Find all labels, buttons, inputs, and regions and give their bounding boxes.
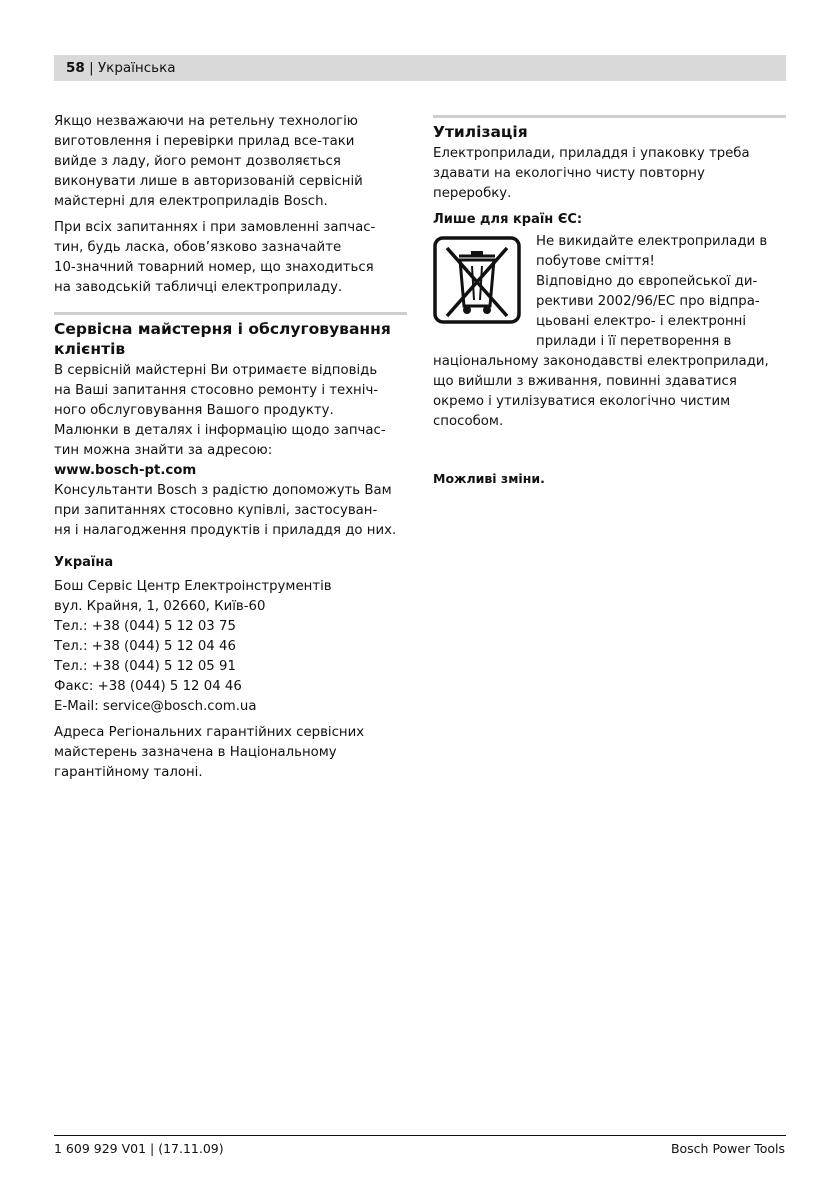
text-line: переробку. bbox=[433, 186, 512, 201]
text-line: національному законодавстві електроприлади, bbox=[433, 354, 769, 369]
text-line: вул. Крайня, 1, 02660, Київ-60 bbox=[54, 599, 266, 614]
footer-divider bbox=[54, 1135, 786, 1136]
text-line: Тел.: +38 (044) 5 12 03 75 bbox=[54, 619, 236, 634]
text-line: Бош Сервіс Центр Електроінструментів bbox=[54, 579, 332, 594]
header-language: Українська bbox=[97, 60, 176, 76]
footer-brand: Bosch Power Tools bbox=[670, 1141, 785, 1156]
text-line: цьовані електро- і електронні bbox=[536, 314, 747, 329]
text-line: Тел.: +38 (044) 5 12 05 91 bbox=[54, 659, 236, 674]
page-header bbox=[54, 55, 786, 81]
text-line: побутове сміття! bbox=[536, 254, 655, 269]
service-paragraph bbox=[54, 361, 407, 541]
text-line: здавати на екологічно чисту повторну bbox=[433, 166, 705, 181]
text-line: майстерні для електроприладів Bosch. bbox=[54, 194, 328, 209]
page-number: 58 bbox=[66, 60, 85, 76]
section-divider bbox=[433, 115, 786, 118]
inquiry-paragraph bbox=[54, 218, 407, 298]
header-text bbox=[66, 60, 176, 76]
text-line: виконувати лише в авторизованій сервісній bbox=[54, 174, 363, 189]
footer-doc-code: 1 609 929 V01 | (17.11.09) bbox=[54, 1141, 224, 1156]
text-line: 10-значний товарний номер, що знаходиться bbox=[54, 260, 374, 275]
text-line: Не викидайте електроприлади в bbox=[536, 234, 768, 249]
text-line: Консультанти Bosch з радістю допоможуть Вам bbox=[54, 483, 392, 498]
text-line: Тел.: +38 (044) 5 12 04 46 bbox=[54, 639, 236, 654]
text-line: Відповідно до європейської ди- bbox=[536, 274, 758, 289]
text-line: вийде з ладу, його ремонт дозволяється bbox=[54, 154, 341, 169]
crossed-out-wheelie-bin-icon bbox=[433, 236, 521, 324]
header-separator: | bbox=[84, 60, 98, 76]
eu-disposal-block bbox=[433, 232, 786, 432]
eu-heading: Лише для країн ЄС: bbox=[433, 212, 583, 227]
repair-paragraph bbox=[54, 112, 407, 212]
text-line: При всіх запитаннях і при замовленні запчас- bbox=[54, 220, 376, 235]
text-line: рективи 2002/96/ЕС про відпра- bbox=[536, 294, 760, 309]
text-line: гарантійному талоні. bbox=[54, 765, 203, 780]
left-column bbox=[54, 112, 407, 783]
text-line: ня і налагодження продуктів і приладдя до них. bbox=[54, 523, 397, 538]
disposal-paragraph bbox=[433, 144, 786, 204]
text-line: тин можна знайти за адресою: bbox=[54, 443, 273, 458]
text-line: Адреса Регіональних гарантійних сервісних bbox=[54, 725, 365, 740]
text-line: що вийшли з вживання, повинні здаватися bbox=[433, 374, 737, 389]
text-line: В сервісній майстерні Ви отримаєте відповідь bbox=[54, 363, 378, 378]
right-column bbox=[433, 112, 786, 488]
section-divider bbox=[54, 312, 407, 315]
text-line: тин, будь ласка, обов’язково зазначайте bbox=[54, 240, 342, 255]
country-heading: Україна bbox=[54, 555, 114, 570]
text-line: на заводській табличці електроприладу. bbox=[54, 280, 343, 295]
email-address[interactable]: E-Mail: service@bosch.com.ua bbox=[54, 699, 257, 714]
text-line: ного обслуговування Вашого продукту. bbox=[54, 403, 334, 418]
text-line: на Ваші запитання стосовно ремонту і техніч- bbox=[54, 383, 379, 398]
website-link[interactable]: www.bosch-pt.com bbox=[54, 463, 197, 478]
text-line: способом. bbox=[433, 414, 504, 429]
text-line: майстерень зазначена в Національному bbox=[54, 745, 337, 760]
heading-line: клієнтів bbox=[54, 340, 126, 358]
text-line: прилади і її перетворення в bbox=[536, 334, 732, 349]
text-line: виготовлення і перевірки прилад все-таки bbox=[54, 134, 355, 149]
text-line: Малюнки в деталях і інформацію щодо запчас- bbox=[54, 423, 386, 438]
address-block bbox=[54, 577, 407, 717]
text-line: Електроприлади, приладдя і упаковку треба bbox=[433, 146, 750, 161]
text-line: Якщо незважаючи на ретельну технологію bbox=[54, 114, 359, 129]
text-line: Факс: +38 (044) 5 12 04 46 bbox=[54, 679, 242, 694]
regional-paragraph bbox=[54, 723, 407, 783]
eu-full-text bbox=[433, 352, 786, 432]
text-line: при запитаннях стосовно купівлі, застосуван- bbox=[54, 503, 378, 518]
service-heading bbox=[54, 319, 407, 359]
disposal-heading: Утилізація bbox=[433, 123, 528, 141]
text-line: окремо і утилізуватися екологічно чистим bbox=[433, 394, 731, 409]
heading-line: Сервісна майстерня і обслуговування bbox=[54, 320, 391, 338]
changes-note: Можливі зміни. bbox=[433, 471, 545, 486]
